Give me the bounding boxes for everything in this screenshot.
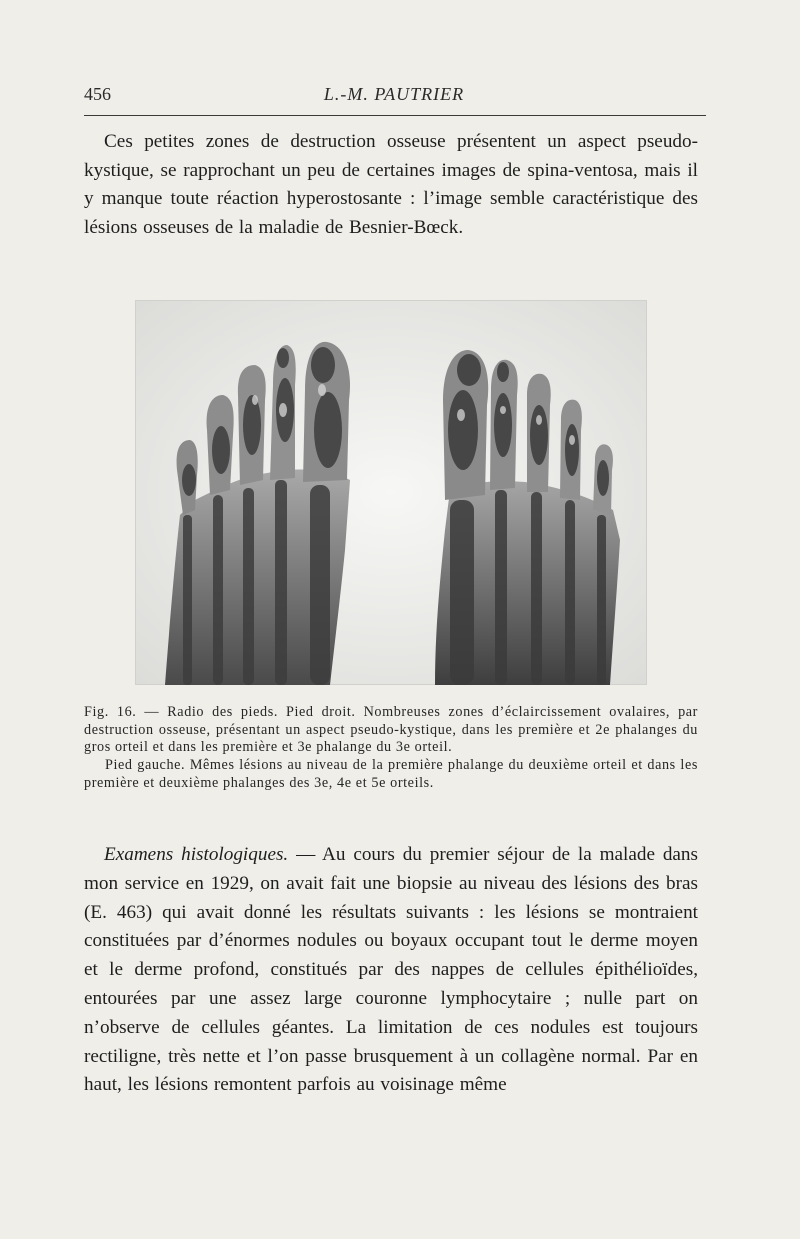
paragraph-2-body: — Au cours du premier séjour de la malade dans mon service en 1929, on avait fait une biopsie au niveau des lésions des bras (E. 463) qui avait donné les résultats suivants : les lésions se montraient constituées par d’énormes nodules ou boyaux occupant tout le derme moyen et le derme profond, constitués par des nappes de cellules épithélioïdes, entourées par une assez large couronne lymphocytaire ; nulle part on n’observe de cellules géantes. La limitation de ces nodules est toujours rectiligne, très nette et l’on passe brusquement à un collagène normal. Par en haut, les lésions remontent parfois au voisinage même xyxy=(84,844,698,1096)
paragraph-2 xyxy=(84,841,698,1100)
running-head: L.-M. PAUTRIER xyxy=(323,84,465,104)
figure-caption xyxy=(84,704,698,793)
caption-left-foot: Pied gauche. Mêmes lésions au niveau de la première phalange du deuxième orteil et dans les première et deuxième phalanges des 3e, 4e et 5e orteils. xyxy=(84,757,698,791)
header-rule xyxy=(84,115,706,116)
section-heading: Examens histologiques. xyxy=(104,844,289,865)
paragraph-1: Ces petites zones de destruction osseuse présentent un aspect pseudo-kystique, se rapprochant un peu de certaines images de spina-ventosa, mais il y manque toute réaction hyperostosante : l’image semble caractéristique des lésions osseuses de la maladie de Besnier-Bœck. xyxy=(84,131,698,238)
caption-right-foot: Fig. 16. — Radio des pieds. Pied droit. Nombreuses zones d’éclaircissement ovalaires, par destruction osseuse, présentant un aspect pseudo-kystique, dans les première et 2e phalanges du gros orteil et dans les première et 3e phalange du 3e orteil. xyxy=(84,704,698,756)
page-number: 456 xyxy=(84,84,111,104)
foot-radiograph-image xyxy=(135,300,647,685)
page-header xyxy=(84,80,704,110)
